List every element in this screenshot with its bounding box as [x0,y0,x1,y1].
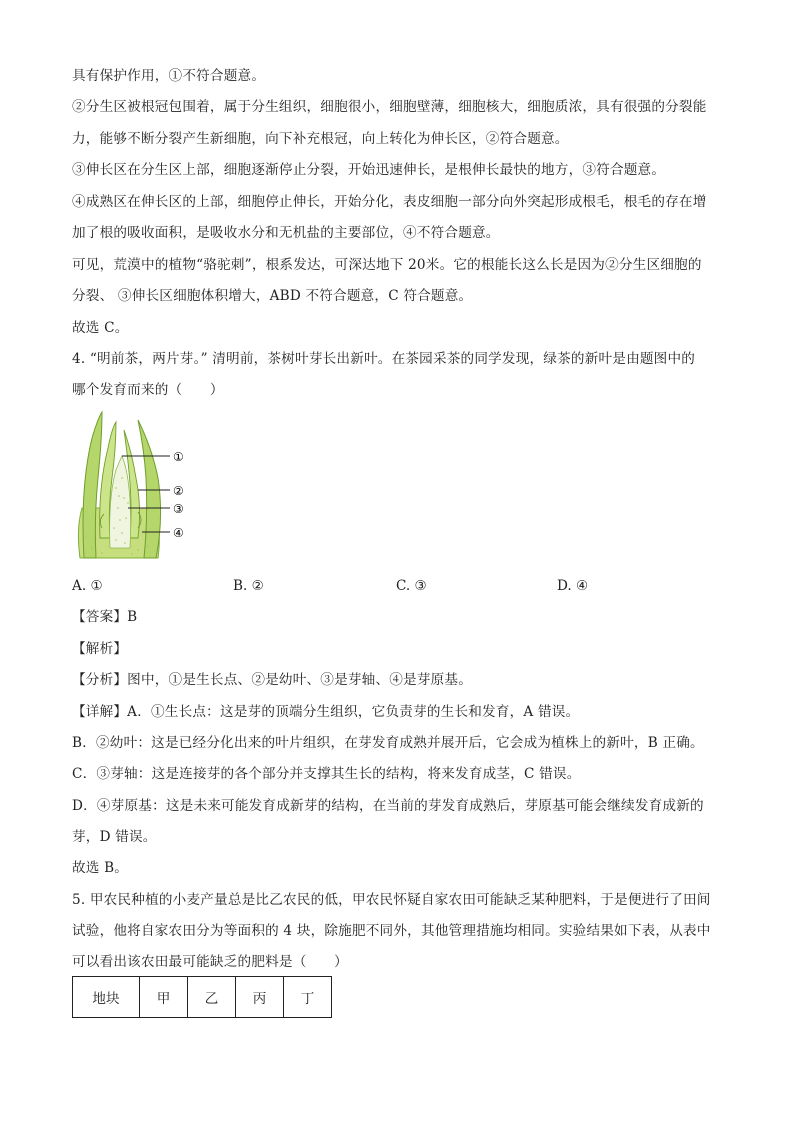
analysis-line: 【分析】图中，①是生长点、②是幼叶、③是芽轴、④是芽原基。 [72,672,473,688]
table-cell: 丁 [284,977,332,1018]
figure-label-4: ④ [173,526,184,540]
analysis-line: 故选 B。 [72,860,129,876]
option-d: D. ④ [557,578,589,594]
analysis-line: D．④芽原基：这是未来可能发育成新芽的结构，在当前的芽发育成熟后，芽原基可能会继续发育成新的 [72,798,704,814]
analysis-line: 【详解】A．①生长点：这是芽的顶端分生组织，它负责芽的生长和发育，A 错误。 [72,704,580,720]
table-row [73,977,332,1018]
analysis-line: B．②幼叶：这是已经分化出来的叶片组织，在芽发育成熟并展开后，它会成为植株上的新叶，B 正确。 [72,735,704,751]
analysis-heading: 【解析】 [72,641,128,657]
figure-label-3: ③ [173,502,184,516]
text-line: 故选 C。 [72,320,129,336]
fertilizer-table [72,976,332,1018]
question-4-stem: 哪个发育而来的（ ） [72,382,224,398]
option-b: B. ② [233,578,264,594]
text-line: 分裂、 ③伸长区细胞体积增大，ABD 不符合题意，C 符合题意。 [72,288,473,304]
figure-label-2: ② [173,484,184,498]
figure-label-1: ① [173,450,184,464]
option-c: C. ③ [396,578,427,594]
analysis-line: C．③芽轴：这是连接芽的各个部分并支撑其生长的结构，将来发育成茎，C 错误。 [72,766,581,782]
table-cell: 丙 [236,977,284,1018]
table-cell: 乙 [188,977,236,1018]
option-a: A. ① [72,578,103,594]
text-line: 加了根的吸收面积，是吸收水分和无机盐的主要部位，④不符合题意。 [72,225,500,241]
text-line: ②分生区被根冠包围着，属于分生组织，细胞很小，细胞壁薄，细胞核大，细胞质浓，具有很强的分裂能 [72,99,707,115]
analysis-line: 芽，D 错误。 [72,829,157,845]
question-5-stem: 试验，他将自家农田分为等面积的 4 块，除施肥不同外，其他管理措施均相同。实验结果如下表，从表中 [72,923,711,939]
question-4-stem: 4. “明前茶，两片芽。” 清明前，茶树叶芽长出新叶。在茶园采茶的同学发现，绿茶的新叶是由题图中的 [72,351,696,367]
table-cell: 地块 [73,977,140,1018]
text-line: 力，能够不断分裂产生新细胞，向下补充根冠，向上转化为伸长区，②符合题意。 [72,131,569,147]
text-line: 具有保护作用，①不符合题意。 [72,68,266,84]
text-line: ③伸长区在分生区上部，细胞逐渐停止分裂，开始迅速伸长，是根伸长最快的地方，③符合题意。 [72,162,666,178]
text-line: 可见，荒漠中的植物“骆驼刺”，根系发达，可深达地下 20米。它的根能长这么长是因为②分生区细胞的 [72,257,702,273]
text-line: ④成熟区在伸长区的上部，细胞停止伸长，开始分化，表皮细胞一部分向外突起形成根毛，根毛的存在增 [72,194,707,210]
bud-diagram [72,408,212,568]
table-cell: 甲 [140,977,188,1018]
question-5-stem: 可以看出该农田最可能缺乏的肥料是（ ） [72,954,348,970]
answer-line: 【答案】B [72,609,138,625]
question-5-stem: 5. 甲农民种植的小麦产量总是比乙农民的低，甲农民怀疑自家农田可能缺乏某种肥料，于是便进行了田间 [72,892,711,908]
